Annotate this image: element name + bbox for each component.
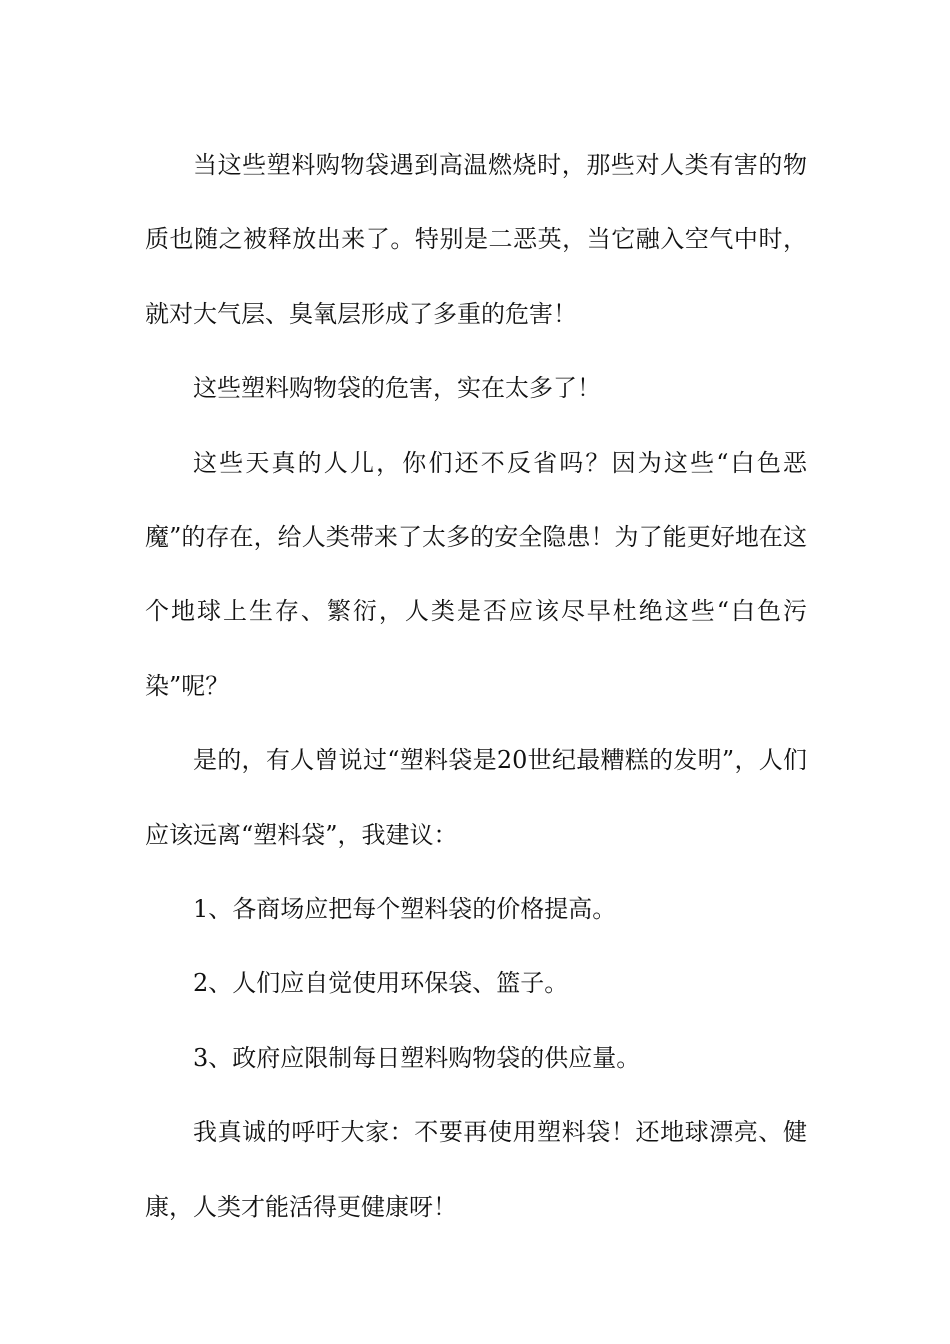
paragraph-white-devil: 这些天真的人儿，你们还不反省吗？因为这些“白色恶魔”的存在，给人类带来了太多的安全隐患！为了能更好地在这个地球上生存、繁衍，人类是否应该尽早杜绝这些“白色污染”呢？ xyxy=(145,448,807,700)
suggestion-item-3: 3、政府应限制每日塑料购物袋的供应量。 xyxy=(193,1043,641,1072)
document-body xyxy=(145,128,807,1244)
paragraph-worst-invention: 是的，有人曾说过“塑料袋是20世纪最糟糕的发明”，人们应该远离“塑料袋”，我建议： xyxy=(145,746,807,849)
paragraph-too-many-harms: 这些塑料购物袋的危害，实在太多了！ xyxy=(193,374,601,403)
suggestion-item-2: 2、人们应自觉使用环保袋、篮子。 xyxy=(193,969,569,998)
paragraph-dioxin-harm: 当这些塑料购物袋遇到高温燃烧时，那些对人类有害的物质也随之被释放出来了。特别是二恶英，当它融入空气中时，就对大气层、臭氧层形成了多重的危害！ xyxy=(145,151,807,328)
paragraph-closing-appeal: 我真诚的呼吁大家：不要再使用塑料袋！还地球漂亮、健康，人类才能活得更健康呀！ xyxy=(145,1118,807,1221)
suggestion-item-1: 1、各商场应把每个塑料袋的价格提高。 xyxy=(193,895,617,924)
